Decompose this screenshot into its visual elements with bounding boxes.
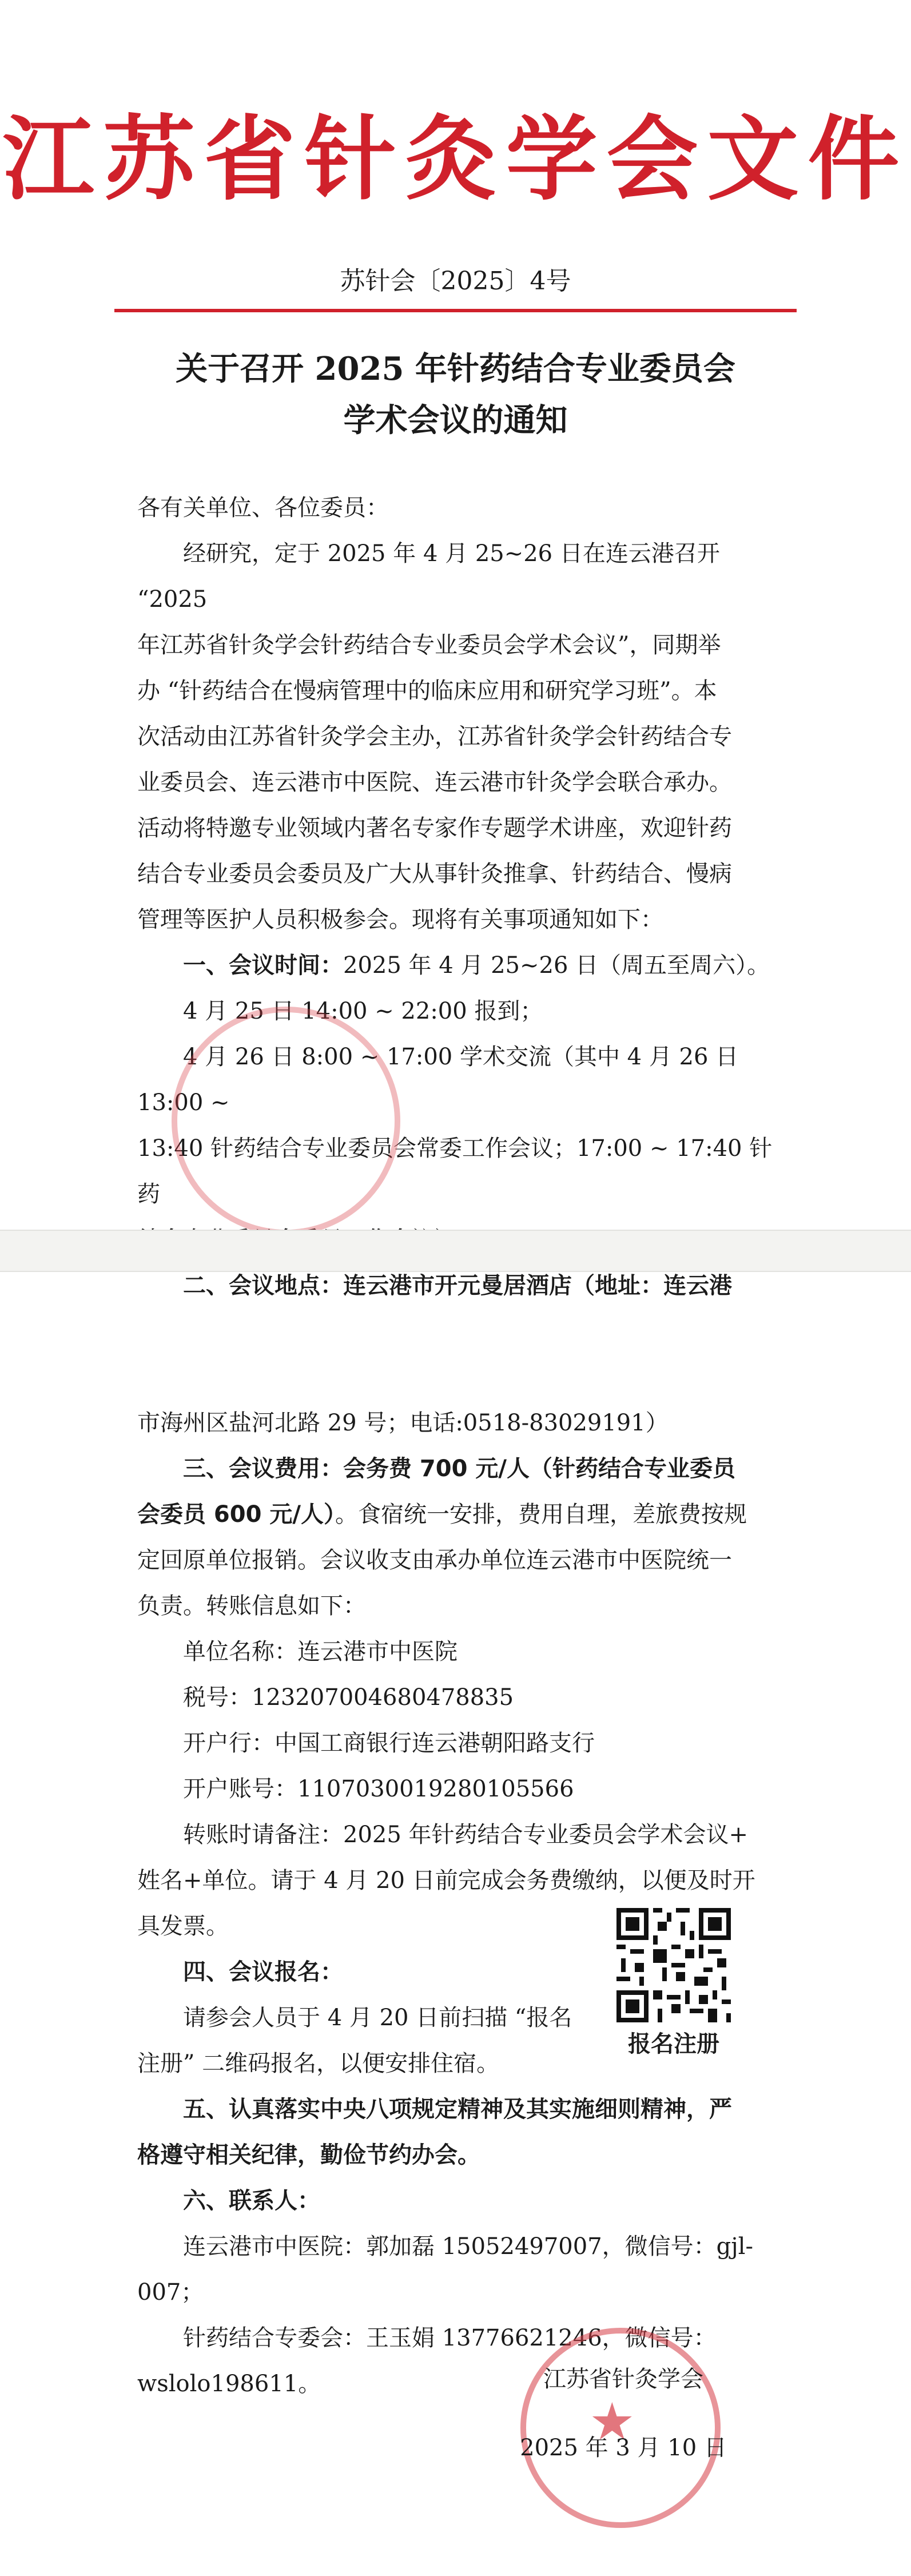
bank-tax-id: 税号：123207004680478835 xyxy=(183,1684,514,1711)
schedule-line: 4 月 25 日 14:00 ~ 22:00 报到； xyxy=(183,998,543,1024)
page-break xyxy=(0,1230,911,1272)
org-title: 江苏省针灸学会文件 xyxy=(2,105,909,213)
fee-line: 定回原单位报销。会议收支由承办单位连云港市中医院统一 xyxy=(137,1547,732,1573)
schedule-line: 4 月 26 日 8:00 ~ 17:00 学术交流（其中 4 月 26 日 13:00 ~ xyxy=(137,1044,739,1116)
schedule-line: 13:40 针药结合专业委员会常委工作会议；17:00 ~ 17:40 针药 xyxy=(137,1135,773,1207)
intro-line: 次活动由江苏省针灸学会主办，江苏省针灸学会针药结合专 xyxy=(137,723,732,750)
subject-line-2: 学术会议的通知 xyxy=(343,401,568,439)
fee-line: 负责。转账信息如下： xyxy=(137,1593,366,1619)
section-4-heading: 四、会议报名： xyxy=(183,1959,343,1985)
section-3-text: 会务费 700 元/人（针药结合专业委员 xyxy=(343,1456,735,1482)
registration-qr-code[interactable] xyxy=(616,1908,731,2022)
intro-line: 结合专业委员会委员及广大从事针灸推拿、针药结合、慢病 xyxy=(137,861,732,887)
section-1-text: 2025 年 4 月 25~26 日（周五至周六）。 xyxy=(343,952,770,979)
section-2-text: 连云港市开元曼居酒店（地址：连云港 xyxy=(343,1273,732,1299)
address-continuation: 市海州区盐河北路 29 号；电话:0518-83029191） xyxy=(137,1410,669,1436)
remark-line: 转账时请备注：2025 年针药结合专业委员会学术会议+ xyxy=(183,1822,749,1848)
fee-line xyxy=(137,1492,775,1537)
section-1-time xyxy=(137,943,775,988)
section-1-heading: 一、会议时间： xyxy=(183,952,343,979)
document-header xyxy=(0,0,911,332)
seal-star-icon: ★ xyxy=(589,2392,635,2452)
signature-block xyxy=(503,2356,743,2471)
qr-caption: 报名注册 xyxy=(628,2031,719,2057)
fee-member-rate: 会委员 600 元/人） xyxy=(137,1501,335,1528)
red-divider xyxy=(114,309,797,312)
salutation: 各有关单位、各位委员： xyxy=(137,495,389,521)
section-2-heading: 二、会议地点： xyxy=(183,1273,343,1299)
section-6-heading: 六、联系人： xyxy=(183,2188,320,2214)
section-5-line: 格遵守相关纪律，勤俭节约办会。 xyxy=(137,2142,480,2168)
registration-line: 注册” 二维码报名，以便安排住宿。 xyxy=(137,2050,500,2077)
section-5-line: 五、认真落实中央八项规定精神及其实施细则精神，严 xyxy=(183,2096,732,2122)
notice-subject xyxy=(0,343,911,446)
registration-line: 请参会人员于 4 月 20 日前扫描 “报名 xyxy=(183,2005,572,2031)
section-3-fee xyxy=(137,1446,775,1492)
subject-line-1: 关于召开 2025 年针药结合专业委员会 xyxy=(176,350,735,388)
contact-line: 连云港市中医院：郭加磊 15052497007，微信号：gjl-007； xyxy=(137,2233,753,2305)
intro-line: 经研究，定于 2025 年 4 月 25~26 日在连云港召开 “2025 xyxy=(137,540,720,613)
remark-line: 具发票。 xyxy=(137,1913,229,1939)
intro-line: 办 “针药结合在慢病管理中的临床应用和研究学习班”。本 xyxy=(137,678,717,704)
intro-line: 年江苏省针灸学会针药结合专业委员会学术会议”，同期举 xyxy=(137,632,721,658)
section-3-heading: 三、会议费用： xyxy=(183,1456,343,1482)
signature-date: 2025 年 3 月 10 日 xyxy=(520,2435,727,2461)
signature-org: 江苏省针灸学会 xyxy=(543,2366,703,2392)
remark-line: 姓名+单位。请于 4 月 20 日前完成会务费缴纳，以便及时开 xyxy=(137,1867,755,1894)
intro-line: 活动将特邀专业领域内著名专家作专题学术讲座，欢迎针药 xyxy=(137,815,732,841)
bank-branch: 开户行：中国工商银行连云港朝阳路支行 xyxy=(183,1730,595,1756)
document-number: 苏针会〔2025〕4号 xyxy=(340,267,571,296)
bank-account-number: 开户账号：1107030019280105566 xyxy=(183,1776,574,1802)
page2-body xyxy=(137,1400,775,2407)
fee-line-text: 。食宿统一安排，费用自理，差旅费按规 xyxy=(335,1501,747,1528)
bank-account-name: 单位名称：连云港市中医院 xyxy=(183,1639,458,1665)
seal-stamp xyxy=(172,1007,400,1235)
intro-line: 管理等医护人员积极参会。现将有关事项通知如下： xyxy=(137,907,663,933)
intro-line: 业委员会、连云港市中医院、连云港市针灸学会联合承办。 xyxy=(137,769,732,796)
contact-line: 针药结合专委会：王玉娟 13776621246，微信号：wslolo198611。 xyxy=(137,2325,717,2397)
